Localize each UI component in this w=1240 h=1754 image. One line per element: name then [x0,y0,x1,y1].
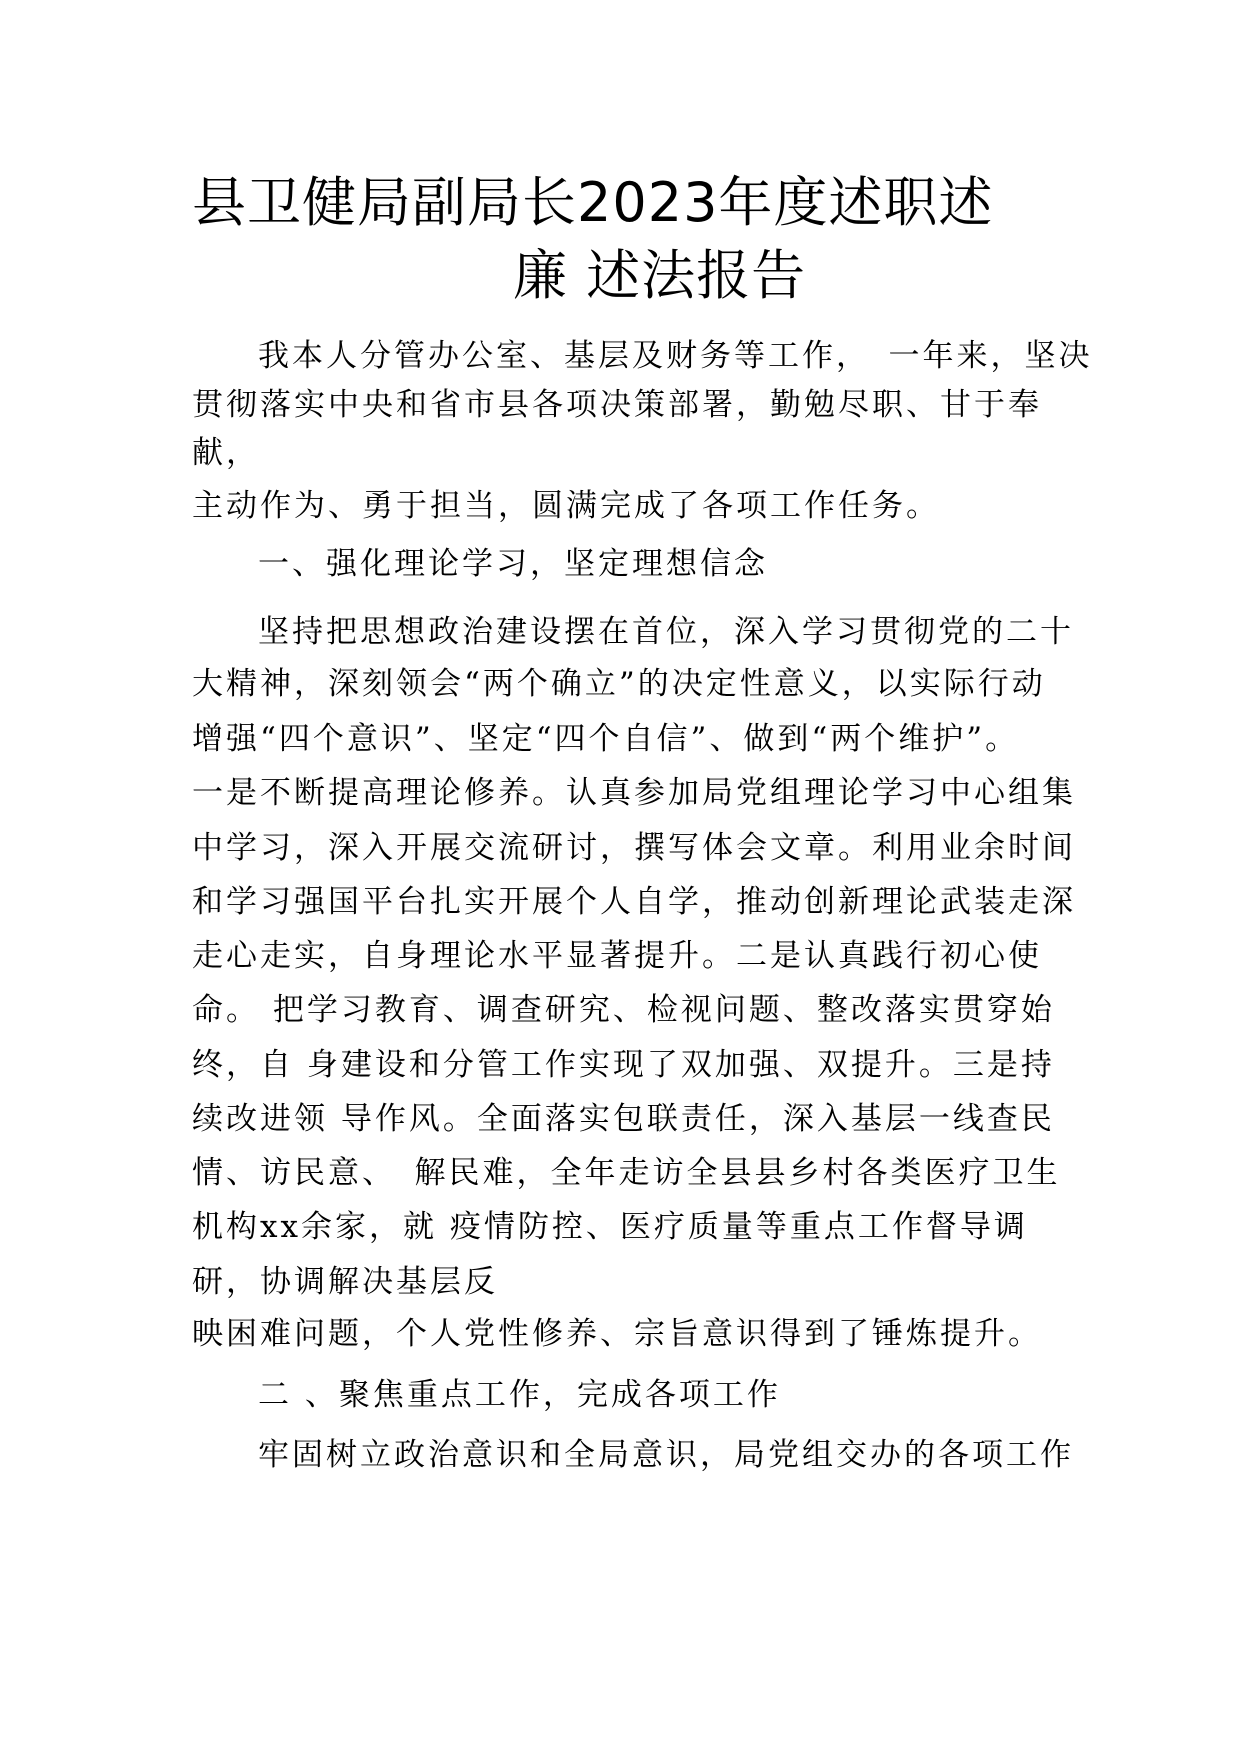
body-line: 情、访民意、 解民难，全年走访全县县乡村各类医疗卫生 [192,1155,1061,1191]
section-heading: 一、强化理论学习，坚定理想信念 [258,546,768,582]
document-title-line-2: 廉 述法报告 [513,244,807,307]
body-line: 献， [192,435,260,471]
body-line: 终，自 身建设和分管工作实现了双加强、双提升。三是持 [192,1047,1055,1083]
body-line: 走心走实，自身理论水平显著提升。二是认真践行初心使 [192,938,1042,974]
section-heading: 二 、聚焦重点工作，完成各项工作 [258,1377,781,1413]
body-line: 一是不断提高理论修养。认真参加局党组理论学习中心组集 [192,775,1076,811]
body-line: 大精神，深刻领会“两个确立”的决定性意义，以实际行动 [192,666,1046,702]
body-line: 命。 把学习教育、调查研究、检视问题、整改落实贯穿始 [192,992,1055,1028]
body-line: 中学习，深入开展交流研讨，撰写体会文章。利用业余时间 [192,830,1076,866]
body-line: 主动作为、勇于担当，圆满完成了各项工作任务。 [192,488,940,524]
body-line: 我本人分管办公室、基层及财务等工作， 一年来，坚决 [258,338,1093,374]
body-line: 机构xx余家，就 疫情防控、医疗质量等重点工作督导调 [192,1209,1028,1245]
body-line: 增强“四个意识”、坚定“四个自信”、做到“两个维护”。 [192,721,1020,757]
body-line: 映困难问题，个人党性修养、宗旨意识得到了锤炼提升。 [192,1316,1042,1352]
body-line: 研，协调解决基层反 [192,1264,498,1300]
body-line: 贯彻落实中央和省市县各项决策部署，勤勉尽职、甘于奉 [192,387,1042,423]
document-title-line-1: 县卫健局副局长2023年度述职述 [192,171,994,234]
body-line: 牢固树立政治意识和全局意识，局党组交办的各项工作 [258,1437,1074,1473]
body-line: 和学习强国平台扎实开展个人自学，推动创新理论武装走深 [192,884,1076,920]
body-line: 坚持把思想政治建设摆在首位，深入学习贯彻党的二十 [258,614,1074,650]
body-line: 续改进领 导作风。全面落实包联责任，深入基层一线查民 [192,1101,1055,1137]
